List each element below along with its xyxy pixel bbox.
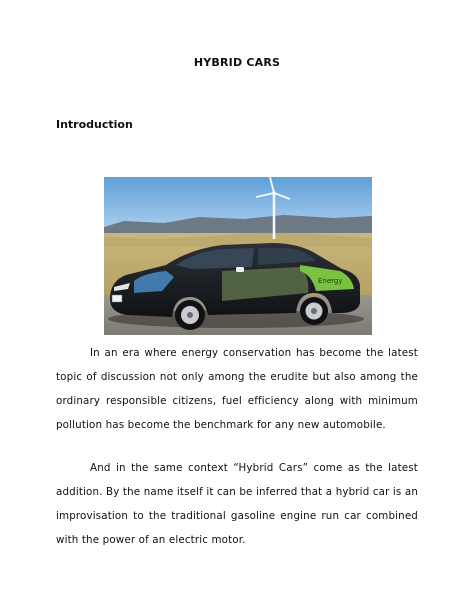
section-heading: Introduction [56,118,133,131]
paragraph-1-text: In an era where energy conservation has become the latest topic of discussion not only among the erudite but also among the ordinary responsible citizens, fuel efficiency along with minimum pollution has become the benchmark for any new automobile. [56,347,418,431]
paragraph-2-text: And in the same context “Hybrid Cars” come as the latest addition. By the name itself it can be inferred that a hybrid car is an improvisation to the traditional gasoline engine run car combined with the power of an electric motor. [56,462,418,546]
car-wrap-text: Energy [318,277,343,285]
hybrid-car-photo [104,177,372,335]
paragraph-1 [56,341,418,437]
document-title: HYBRID CARS [193,56,281,69]
paragraph-2 [56,456,418,552]
rear-wheel [300,297,328,325]
front-wheel [175,300,205,330]
